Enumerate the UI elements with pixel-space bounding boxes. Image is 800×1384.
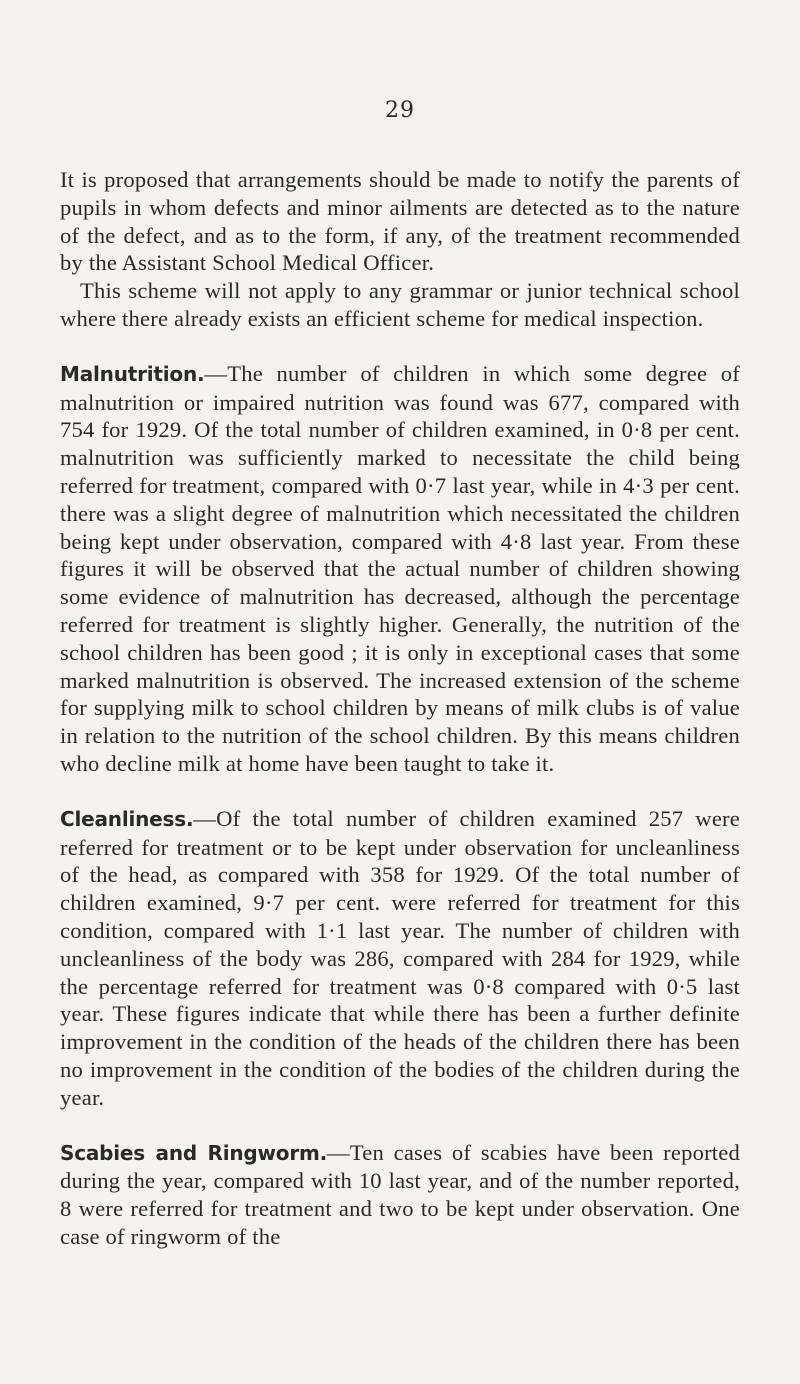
body-text <box>60 166 740 1251</box>
cleanliness-section <box>60 805 740 1112</box>
scabies-ringworm-section <box>60 1139 740 1251</box>
intro-paragraph: It is proposed that arrangements should be made to notify the parents of pupils in whom defects and minor ailments are detected as to the nature of the defect, and as to the form, if any, of the treatment recommended by the Assistant School Medical Officer. <box>60 167 740 276</box>
scheme-paragraph: This scheme will not apply to any grammar or junior technical school where there already exists an efficient scheme for medical inspection. <box>60 278 740 331</box>
scabies-ringworm-heading: Scabies and Ringworm. <box>60 1140 328 1165</box>
cleanliness-heading: Cleanliness. <box>60 806 194 831</box>
malnutrition-section <box>60 360 740 778</box>
page-number: 29 <box>385 98 415 123</box>
scabies-ringworm-text: —Ten cases of scabies have been reported during the year, compared with 10 last year, and of the number reported, 8 were referred for treatment and two to be kept under observation. One case of ringworm of the <box>60 1139 740 1249</box>
cleanliness-text: —Of the total number of children examined 257 were referred for treatment or to be kept under observation for uncleanliness of the head, as compared with 358 for 1929. Of the total number of children examined, 9·7 per cent. were referred for treatment for this condition, compared with 1·1 last year. The number of children with uncleanliness of the body was 286, compared with 284 for 1929, while the percentage referred for treatment was 0·8 compared with 0·5 last year. These figures indicate that while there has been a further definite improvement in the condition of the heads of the children there has been no improvement in the condition of the bodies of the children during the year. <box>60 805 740 1110</box>
malnutrition-heading: Malnutrition. <box>60 361 205 386</box>
malnutrition-text: —The number of children in which some degree of malnutrition or impaired nutrition was found was 677, compared with 754 for 1929. Of the total number of children examined, in 0·8 per cent. malnutrition was sufficiently marked to necessitate the child being referred for treatment, compared with 0·7 last year, while in 4·3 per cent. there was a slight degree of malnutrition which necessitated the children being kept under observation, compared with 4·8 last year. From these figures it will be observed that the actual number of children showing some evidence of malnutrition has decreased, although the percentage referred for treatment is slightly higher. Generally, the nutrition of the school children has been good ; it is only in exceptional cases that some marked malnutrition is observed. The increased extension of the scheme for supplying milk to school children by means of milk clubs is of value in relation to the nutrition of the school children. By this means children who decline milk at home have been taught to take it. <box>60 360 740 776</box>
